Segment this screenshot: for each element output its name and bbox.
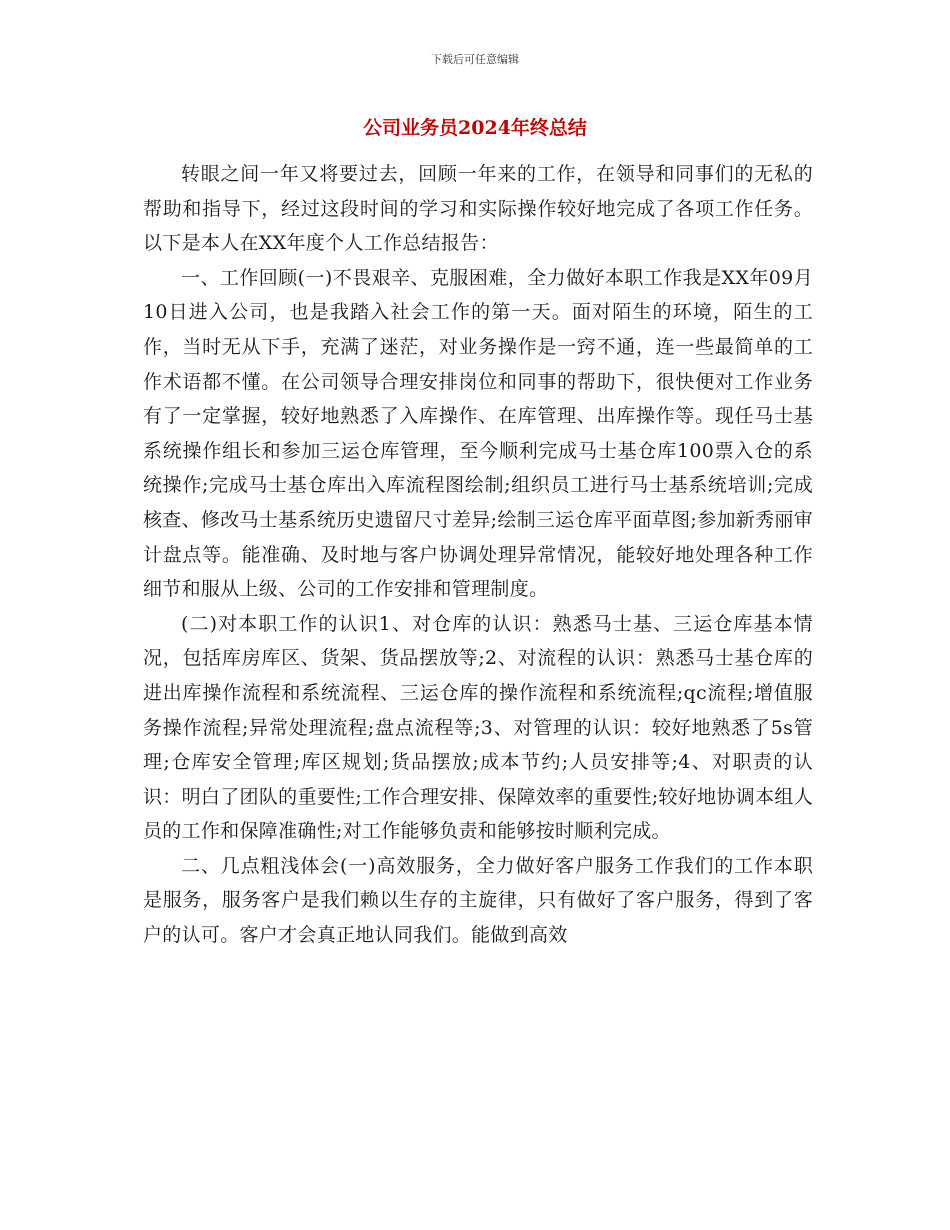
paragraph-work-review: 一、工作回顾(一)不畏艰辛、克服困难，全力做好本职工作我是XX年09月10日进入公司，也是我踏入社会工作的第一天。面对陌生的环境，陌生的工作，当时无从下手，充满了迷茫，对业务操作是一窍不通，连一些最简单的工作术语都不懂。在公司领导合理安排岗位和同事的帮助下，很快便对工作业务有了一定掌握，较好地熟悉了入库操作、在库管理、出库操作等。现任马士基系统操作组长和参加三运仓库管理，至今顺利完成马士基仓库100票入仓的系统操作;完成马士基仓库出入库流程图绘制;组织员工进行马士基系统培训;完成核查、修改马士基系统历史遗留尺寸差异;绘制三运仓库平面草图;参加新秀丽审计盘点等。能准确、及时地与客户协调处理异常情况，能较好地处理各种工作细节和服从上级、公司的工作安排和管理制度。 xyxy=(143,266,813,601)
paragraph-experience: 二、几点粗浅体会(一)高效服务，全力做好客户服务工作我们的工作本职是服务，服务客户是我们赖以生存的主旋律，只有做好了客户服务，得到了客户的认可。客户才会真正地认同我们。能做到高效 xyxy=(143,854,813,947)
document-body xyxy=(143,157,813,953)
paragraph-intro: 转眼之间一年又将要过去，回顾一年来的工作，在领导和同事们的无私的帮助和指导下，经过这段时间的学习和实际操作较好地完成了各项工作任务。以下是本人在XX年度个人工作总结报告： xyxy=(143,163,813,255)
paragraph-job-understanding: (二)对本职工作的认识1、对仓库的认识：熟悉马士基、三运仓库基本情况，包括库房库区、货架、货品摆放等;2、对流程的认识：熟悉马士基仓库的进出库操作流程和系统流程、三运仓库的操作流程和系统流程;qc流程;增值服务操作流程;异常处理流程;盘点流程等;3、对管理的认识：较好地熟悉了5s管理;仓库安全管理;库区规划;货品摆放;成本节约;人员安排等;4、对职责的认识：明白了团队的重要性;工作合理安排、保障效率的重要性;较好地协调本组人员的工作和保障准确性;对工作能够负责和能够按时顺利完成。 xyxy=(143,612,813,843)
page-header-note: 下载后可任意编辑 xyxy=(431,53,519,66)
document-title: 公司业务员2024年终总结 xyxy=(363,117,587,139)
